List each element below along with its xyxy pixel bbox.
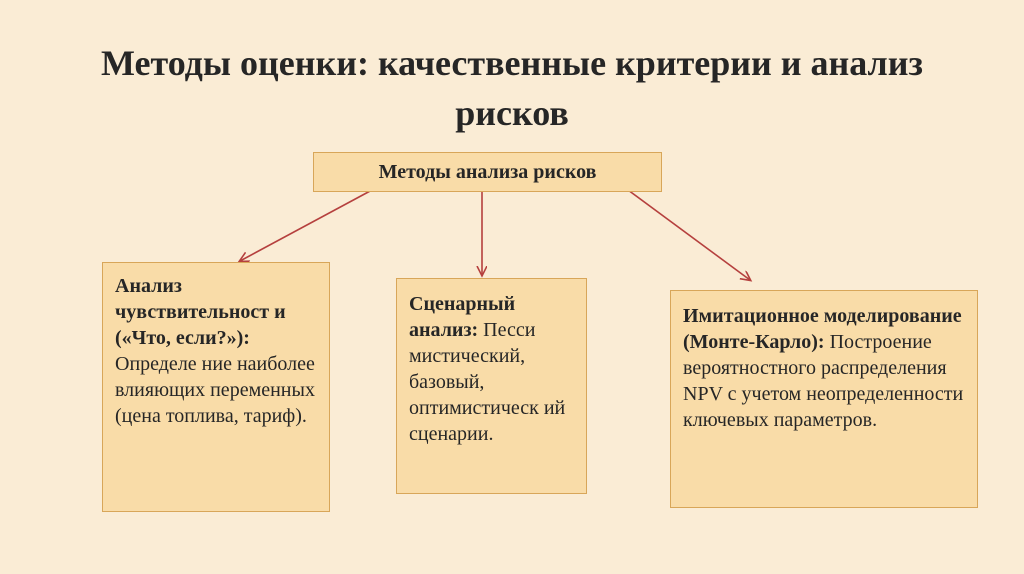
scenario-analysis-text: Песси мистический, базовый, оптимистическ ий сценарии. [409, 319, 566, 445]
sensitivity-analysis-heading: Анализ чувствительност и («Что, если?»): [115, 275, 286, 349]
scenario-analysis-card [396, 278, 587, 494]
arrow-to-sensitivity [240, 190, 372, 261]
risk-methods-box: Методы анализа рисков [313, 152, 662, 192]
monte-carlo-card [670, 290, 978, 508]
slide-title: Методы оценки: качественные критерии и анализ рисков [101, 43, 923, 133]
monte-carlo-text: Построение вероятностного распределения NPV с учетом неопределенности ключевых параметров. [683, 331, 964, 431]
sensitivity-analysis-text: Определе ние наиболее влияющих переменных (цена топлива, тариф). [115, 353, 315, 427]
arrow-to-monte-carlo [628, 190, 750, 280]
sensitivity-analysis-card [102, 262, 330, 512]
scenario-analysis-heading: Сценарный анализ: [409, 293, 516, 341]
monte-carlo-heading: Имитационное моделирование (Монте-Карло): [683, 305, 962, 353]
